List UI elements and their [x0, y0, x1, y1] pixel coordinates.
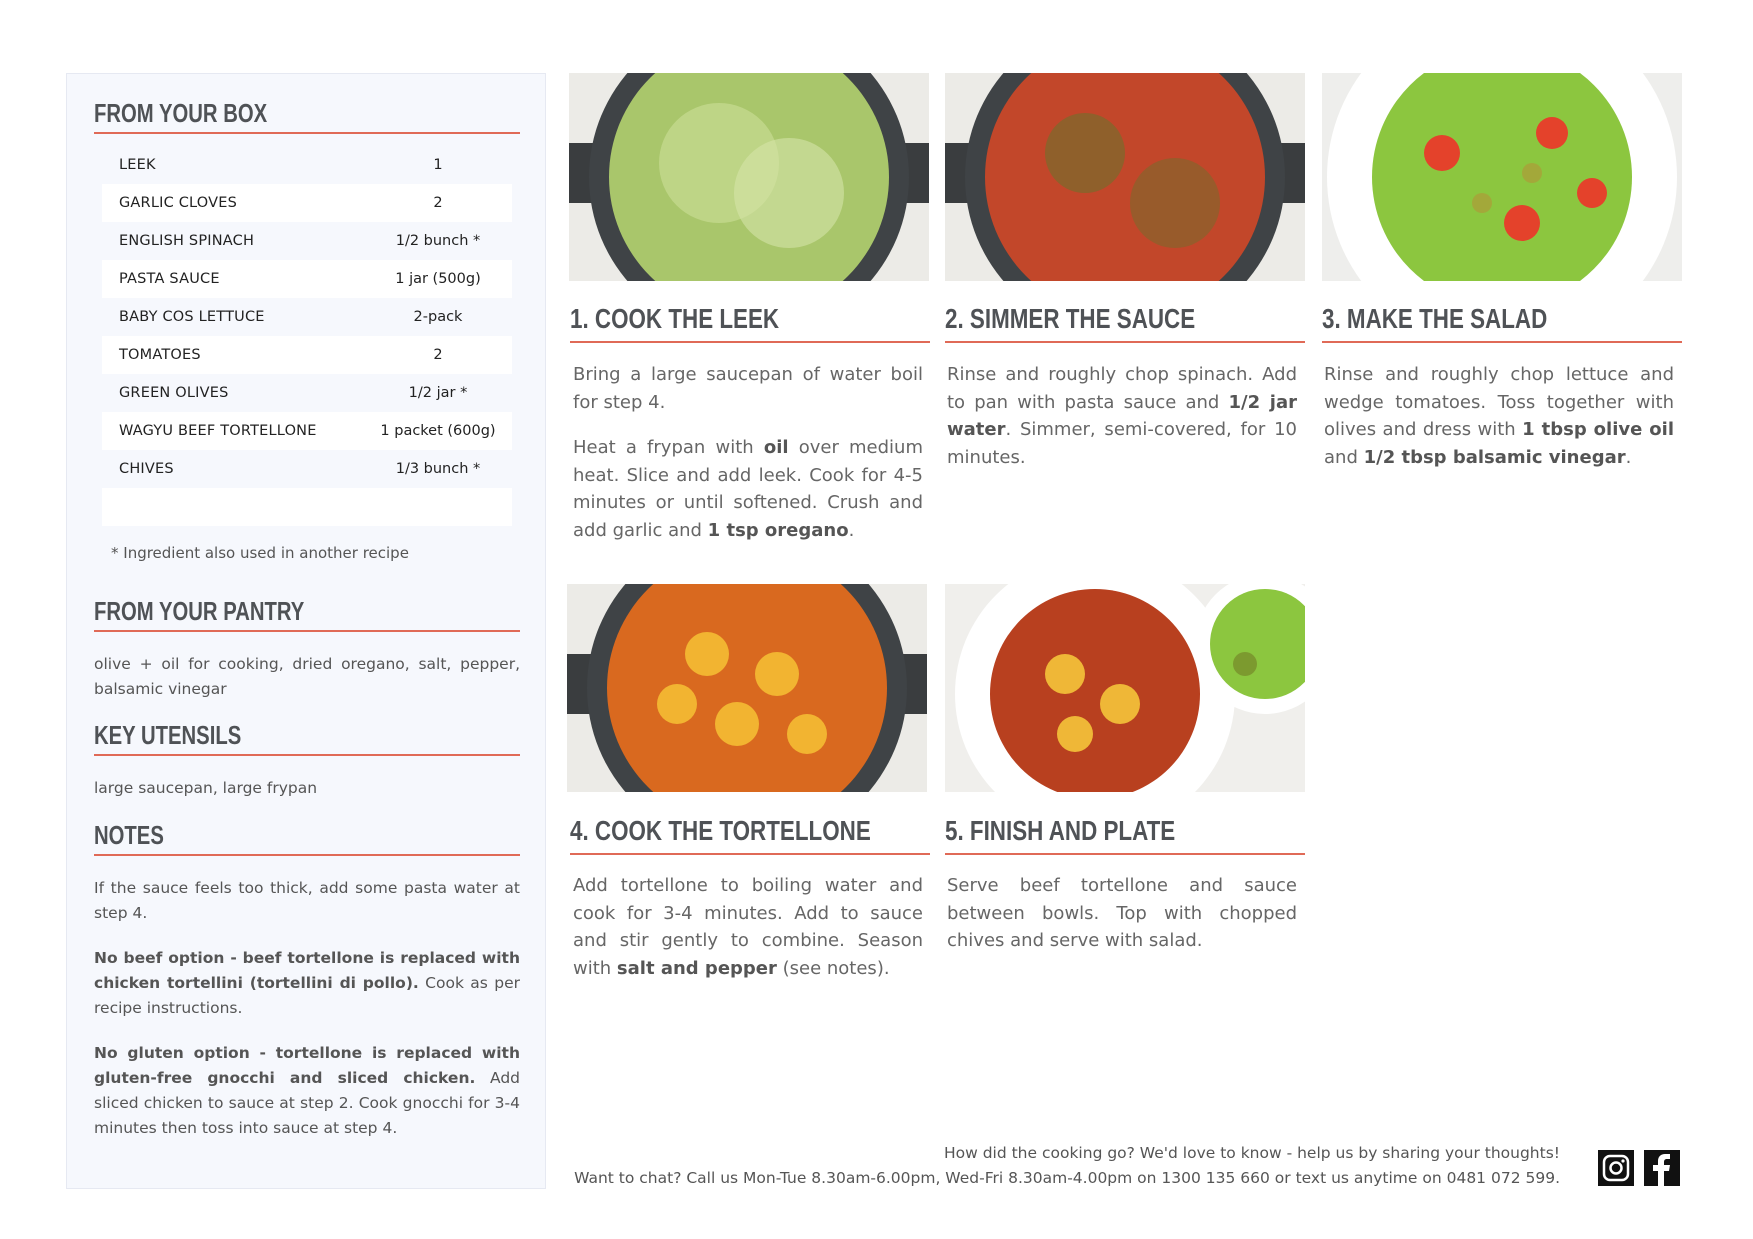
step-text: Rinse and roughly chop lettuce and wedge tomatoes. Toss together with olives and dress with: [1324, 364, 1674, 440]
notes-bold: No gluten option - tortellone is replaced with gluten-free gnocchi and sliced chicken.: [94, 1044, 520, 1087]
tortellone-pan-photo: [567, 584, 927, 792]
heading-rule: [94, 754, 520, 756]
ingredient-row: [102, 450, 512, 488]
ingredient-qty: 2-pack: [413, 309, 463, 325]
heading-rule: [945, 853, 1305, 855]
step-2-title: [945, 297, 1305, 343]
salad-photo: [1322, 73, 1682, 281]
step-paragraph: [573, 872, 923, 982]
notes-paragraph: [94, 1041, 520, 1141]
ingredient-name: ENGLISH SPINACH: [119, 233, 255, 249]
heading-rule: [94, 132, 520, 134]
step-bold: 1 tbsp olive oil: [1522, 419, 1674, 440]
heading-rule: [945, 341, 1305, 343]
ingredient-name: CHIVES: [119, 461, 174, 477]
step-2-body: [947, 361, 1297, 489]
step-4-body: [573, 872, 923, 1000]
ingredient-qty: 1 packet (600g): [380, 423, 496, 439]
instagram-icon[interactable]: [1598, 1150, 1634, 1186]
step-5-title: [945, 809, 1305, 855]
step-text: (see notes).: [776, 957, 890, 979]
step-heading: 1. COOK THE LEEK: [570, 303, 780, 334]
ingredient-name: GREEN OLIVES: [119, 385, 229, 401]
ingredient-table: [102, 146, 512, 526]
notes-section: [94, 816, 520, 1161]
step-paragraph: [947, 361, 1297, 471]
ingredient-row: [102, 260, 512, 298]
ingredient-qty: 1 jar (500g): [395, 271, 481, 287]
ingredient-name: LEEK: [119, 157, 156, 173]
ingredient-name: PASTA SAUCE: [119, 271, 220, 287]
step-heading: 2. SIMMER THE SAUCE: [945, 303, 1196, 334]
from-your-box-heading: FROM YOUR BOX: [94, 98, 268, 128]
ingredient-row: [102, 374, 512, 412]
ingredient-row-empty: [102, 488, 512, 526]
ingredient-qty: 1/2 jar *: [408, 385, 468, 401]
step-text: over medium heat. Slice and add leek. Cook for 4-5 minutes or until softened. Crush and add garlic and: [573, 437, 923, 541]
step-text: .: [848, 519, 855, 541]
from-your-pantry-section: [94, 592, 520, 722]
key-utensils-section: [94, 716, 520, 821]
step-3-title: [1322, 297, 1682, 343]
step-text: and: [1324, 446, 1364, 468]
ingredient-row: [102, 184, 512, 222]
heading-rule: [94, 630, 520, 632]
step-heading: 5. FINISH AND PLATE: [945, 815, 1176, 846]
ingredient-name: BABY COS LETTUCE: [119, 309, 265, 325]
step-bold: oil: [763, 437, 789, 458]
ingredient-qty: 1/2 bunch *: [395, 233, 481, 249]
from-your-pantry-heading: FROM YOUR PANTRY: [94, 596, 305, 626]
step-heading: 4. COOK THE TORTELLONE: [570, 815, 871, 846]
from-your-box-section: [94, 94, 520, 134]
ingredient-qty: 2: [433, 195, 443, 211]
pantry-text: olive + oil for cooking, dried oregano, salt, pepper, balsamic vinegar: [94, 655, 520, 698]
ingredient-name: WAGYU BEEF TORTELLONE: [119, 423, 317, 439]
ingredient-qty: 1/3 bunch *: [395, 461, 481, 477]
step-text: Add tortellone to boiling water and cook for 3-4 minutes. Add to sauce and stir gently to combine. Season with: [573, 875, 923, 979]
notes-heading: NOTES: [94, 820, 164, 850]
sauce-pan-photo: [945, 73, 1305, 281]
ingredient-qty: 1: [433, 157, 443, 173]
heading-rule: [1322, 341, 1682, 343]
ingredient-footnote: * Ingredient also used in another recipe: [111, 544, 409, 562]
key-utensils-heading: KEY UTENSILS: [94, 720, 242, 750]
ingredient-row: [102, 146, 512, 184]
step-4-title: [570, 809, 930, 855]
step-paragraph: [1324, 361, 1674, 471]
step-paragraph: Serve beef tortellone and sauce between bowls. Top with chopped chives and serve with salad.: [947, 875, 1297, 951]
step-5-body: [947, 872, 1297, 973]
contact-text: Want to chat? Call us Mon-Tue 8.30am-6.00pm, Wed-Fri 8.30am-4.00pm on 1300 135 660 or text us anytime on 0481 072 599.: [574, 1169, 1560, 1187]
facebook-icon[interactable]: [1644, 1150, 1680, 1186]
step-1-body: [573, 361, 923, 562]
step-paragraph: [573, 434, 923, 544]
notes-paragraph: If the sauce feels too thick, add some pasta water at step 4.: [94, 879, 520, 922]
notes-paragraph: [94, 946, 520, 1021]
feedback-text: How did the cooking go? We'd love to know - help us by sharing your thoughts!: [943, 1144, 1560, 1162]
step-text: Heat a frypan with: [573, 437, 764, 458]
step-text: . Simmer, semi-covered, for 10 minutes.: [947, 419, 1297, 468]
ingredient-name: GARLIC CLOVES: [119, 195, 238, 211]
ingredient-row: [102, 412, 512, 450]
ingredient-row: [102, 298, 512, 336]
step-bold: 1/2 tbsp balsamic vinegar: [1363, 446, 1626, 468]
ingredients-panel: [66, 73, 546, 1189]
leek-pan-photo: [569, 73, 929, 281]
ingredient-qty: 2: [433, 347, 443, 363]
step-paragraph: Bring a large saucepan of water boil for step 4.: [573, 364, 923, 413]
notes-text: Cook as per recipe instructions.: [94, 974, 520, 1017]
step-heading: 3. MAKE THE SALAD: [1322, 303, 1548, 334]
notes-bold: No beef option - beef tortellone is replaced with chicken tortellini (tortellini di pollo).: [94, 949, 520, 992]
step-text: .: [1625, 446, 1632, 468]
plated-dish-photo: [945, 584, 1305, 792]
heading-rule: [570, 341, 930, 343]
step-bold: salt and pepper: [616, 957, 777, 979]
step-text: Rinse and roughly chop spinach. Add to pan with pasta sauce and: [947, 364, 1297, 413]
step-bold: 1/2 jar water: [947, 391, 1297, 440]
utensils-text: large saucepan, large frypan: [94, 779, 318, 797]
ingredient-row: [102, 336, 512, 374]
ingredient-name: TOMATOES: [119, 347, 201, 363]
ingredient-row: [102, 222, 512, 260]
step-3-body: [1324, 361, 1674, 489]
heading-rule: [94, 854, 520, 856]
step-1-title: [570, 297, 930, 343]
step-bold: 1 tsp oregano: [707, 519, 849, 541]
notes-text: Add sliced chicken to sauce at step 2. Cook gnocchi for 3-4 minutes then toss into sauce at step 4.: [94, 1069, 520, 1137]
heading-rule: [570, 853, 930, 855]
